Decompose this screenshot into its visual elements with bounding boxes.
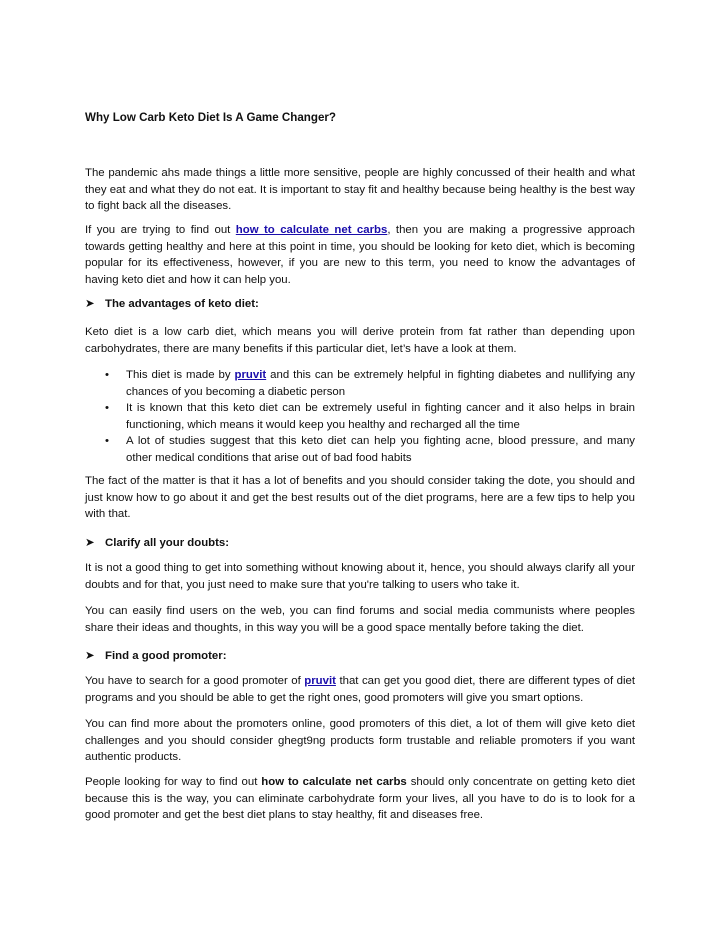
list-item <box>85 400 635 433</box>
text-segment: A lot of studies suggest that this keto diet can help you fighting acne, blood pressure, and many other medical conditions that arise out of bad food habits <box>126 435 635 464</box>
heading-text: Find a good promoter: <box>105 650 227 662</box>
bullet-dot-icon: • <box>105 402 109 415</box>
link-how-to-calculate-net-carbs[interactable]: how to calculate net carbs <box>235 224 388 236</box>
bullet-dot-icon: • <box>105 369 109 381</box>
heading-text: The advantages of keto diet: <box>105 298 259 310</box>
text-segment: It is known that this keto diet can be extremely useful in fighting cancer and it also helps in brain functioning, which means it would keep you healthy and recharged all the time <box>126 402 635 431</box>
paragraph-find-users: You can easily find users on the web, you can find forums and social media communists where peoples share their ideas and thoughts, in this way you will be a good space mentally before taking the diet. <box>85 605 635 634</box>
paragraph-promoters-online: You can find more about the promoters online, good promoters of this diet, a lot of them will give keto diet challenges and you should consider ghegt9ng products form trustable and reliable promoters if you want authentic products. <box>85 718 635 764</box>
list-item <box>85 433 635 466</box>
paragraph-intro: The pandemic ahs made things a little more sensitive, people are highly concussed of their health and what they eat and what they do not eat. It is important to stay fit and healthy because being healthy is the best way to fight back all the diseases. <box>85 167 635 213</box>
heading-text: Clarify all your doubts: <box>105 537 230 549</box>
document-title: Why Low Carb Keto Diet Is A Game Changer? <box>85 111 337 124</box>
benefits-list <box>85 367 635 467</box>
link-pruvit[interactable]: pruvit <box>304 675 336 687</box>
paragraph-net-carbs <box>85 222 635 288</box>
list-item <box>85 367 635 400</box>
heading-good-promoter <box>85 648 227 665</box>
paragraph-promoter-search <box>85 673 635 706</box>
bold-keyword: how to calculate net carbs <box>261 776 407 788</box>
text-segment: , then you are making a progressive approach towards getting healthy and here at this point in time, you should be looking for keto diet, which is becoming popular for its effectiveness, however, if you are new to this term, you need to know the advantages of having keto diet and how it can help you. <box>85 224 635 286</box>
text-segment: and this can be extremely helpful in fighting diabetes and nullifying any chances of you becoming a diabetic person <box>126 369 635 398</box>
link-pruvit[interactable]: pruvit <box>234 369 267 381</box>
text-segment: This diet is made by <box>126 369 235 381</box>
arrow-bullet-icon: ➤ <box>85 537 95 549</box>
text-segment: You have to search for a good promoter of <box>85 675 305 687</box>
heading-advantages <box>85 296 259 313</box>
text-segment: that can get you good diet, there are different types of diet programs and you should be able to get the right ones, good promoters will give you smart options. <box>85 675 635 704</box>
arrow-bullet-icon: ➤ <box>85 650 95 662</box>
heading-clarify-doubts <box>85 535 229 552</box>
text-segment: should only concentrate on getting keto diet because this is the way, you can eliminate carbohydrate form your lives, all you have to do is to look for a good promoter and get the best diet plans to stay healthy, fit and diseases free. <box>85 776 635 822</box>
arrow-bullet-icon: ➤ <box>85 298 95 310</box>
bullet-dot-icon: • <box>105 435 109 448</box>
paragraph-fact: The fact of the matter is that it has a lot of benefits and you should consider taking the dote, you should and just know how to go about it and get the best results out of the diet programs, here are a few tips to help you with that. <box>85 475 635 521</box>
text-segment: If you are trying to find out <box>85 224 236 236</box>
paragraph-doubts: It is not a good thing to get into something without knowing about it, hence, you should always clarify all your doubts and for that, you just need to make sure that you're talking to users who take it. <box>85 562 635 591</box>
paragraph-keto-definition: Keto diet is a low carb diet, which means you will derive protein from fat rather than depending upon carbohydrates, there are many benefits if this particular diet, let’s have a look at them. <box>85 326 635 355</box>
text-segment: People looking for way to find out <box>85 776 262 788</box>
paragraph-conclusion <box>85 774 635 824</box>
